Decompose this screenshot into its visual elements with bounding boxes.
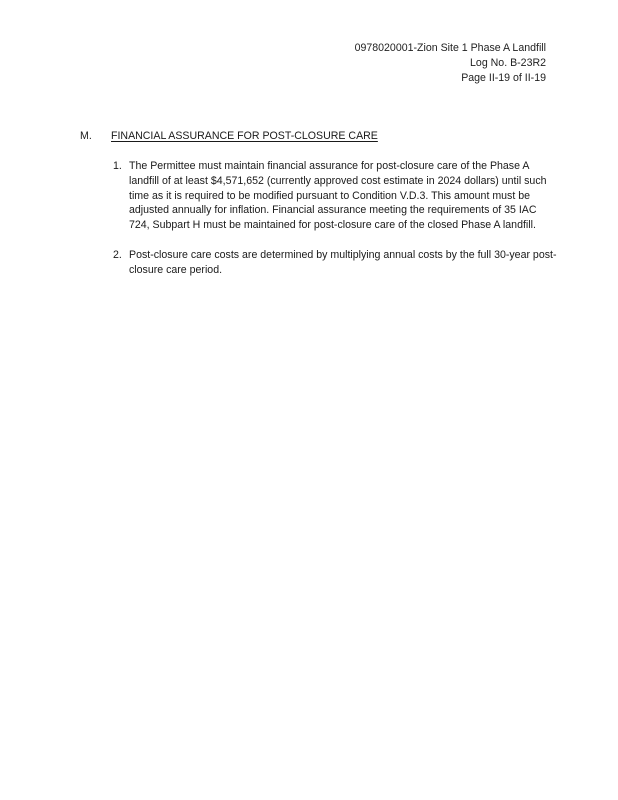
condition-list <box>80 159 560 278</box>
section-m <box>80 129 560 293</box>
log-number: Log No. B-23R2 <box>470 57 546 69</box>
section-title: FINANCIAL ASSURANCE FOR POST-CLOSURE CARE <box>111 130 378 142</box>
site-identifier: 0978020001-Zion Site 1 Phase A Landfill <box>354 42 546 54</box>
list-item <box>113 159 560 233</box>
item-text: Post-closure care costs are determined by multiplying annual costs by the full 30-year post-closure care period. <box>129 248 557 276</box>
section-heading <box>80 129 560 143</box>
item-text: The Permittee must maintain financial assurance for post-closure care of the Phase A landfill of at least $4,571,652 (currently approved cost estimate in 2024 dollars) until such time as it is required to be modified pursuant to Condition V.D.3. This amount must be adjusted annually for inflation. Financial assurance meeting the requirements of 35 IAC 724, Subpart H must be maintained for post-closure care of the closed Phase A landfill. <box>129 160 547 232</box>
page-header <box>355 41 546 86</box>
section-letter: M. <box>80 130 92 142</box>
page-number: Page II-19 of II-19 <box>461 72 546 84</box>
item-number: 2. <box>113 248 122 261</box>
item-number: 1. <box>113 160 122 172</box>
list-item <box>113 248 560 278</box>
